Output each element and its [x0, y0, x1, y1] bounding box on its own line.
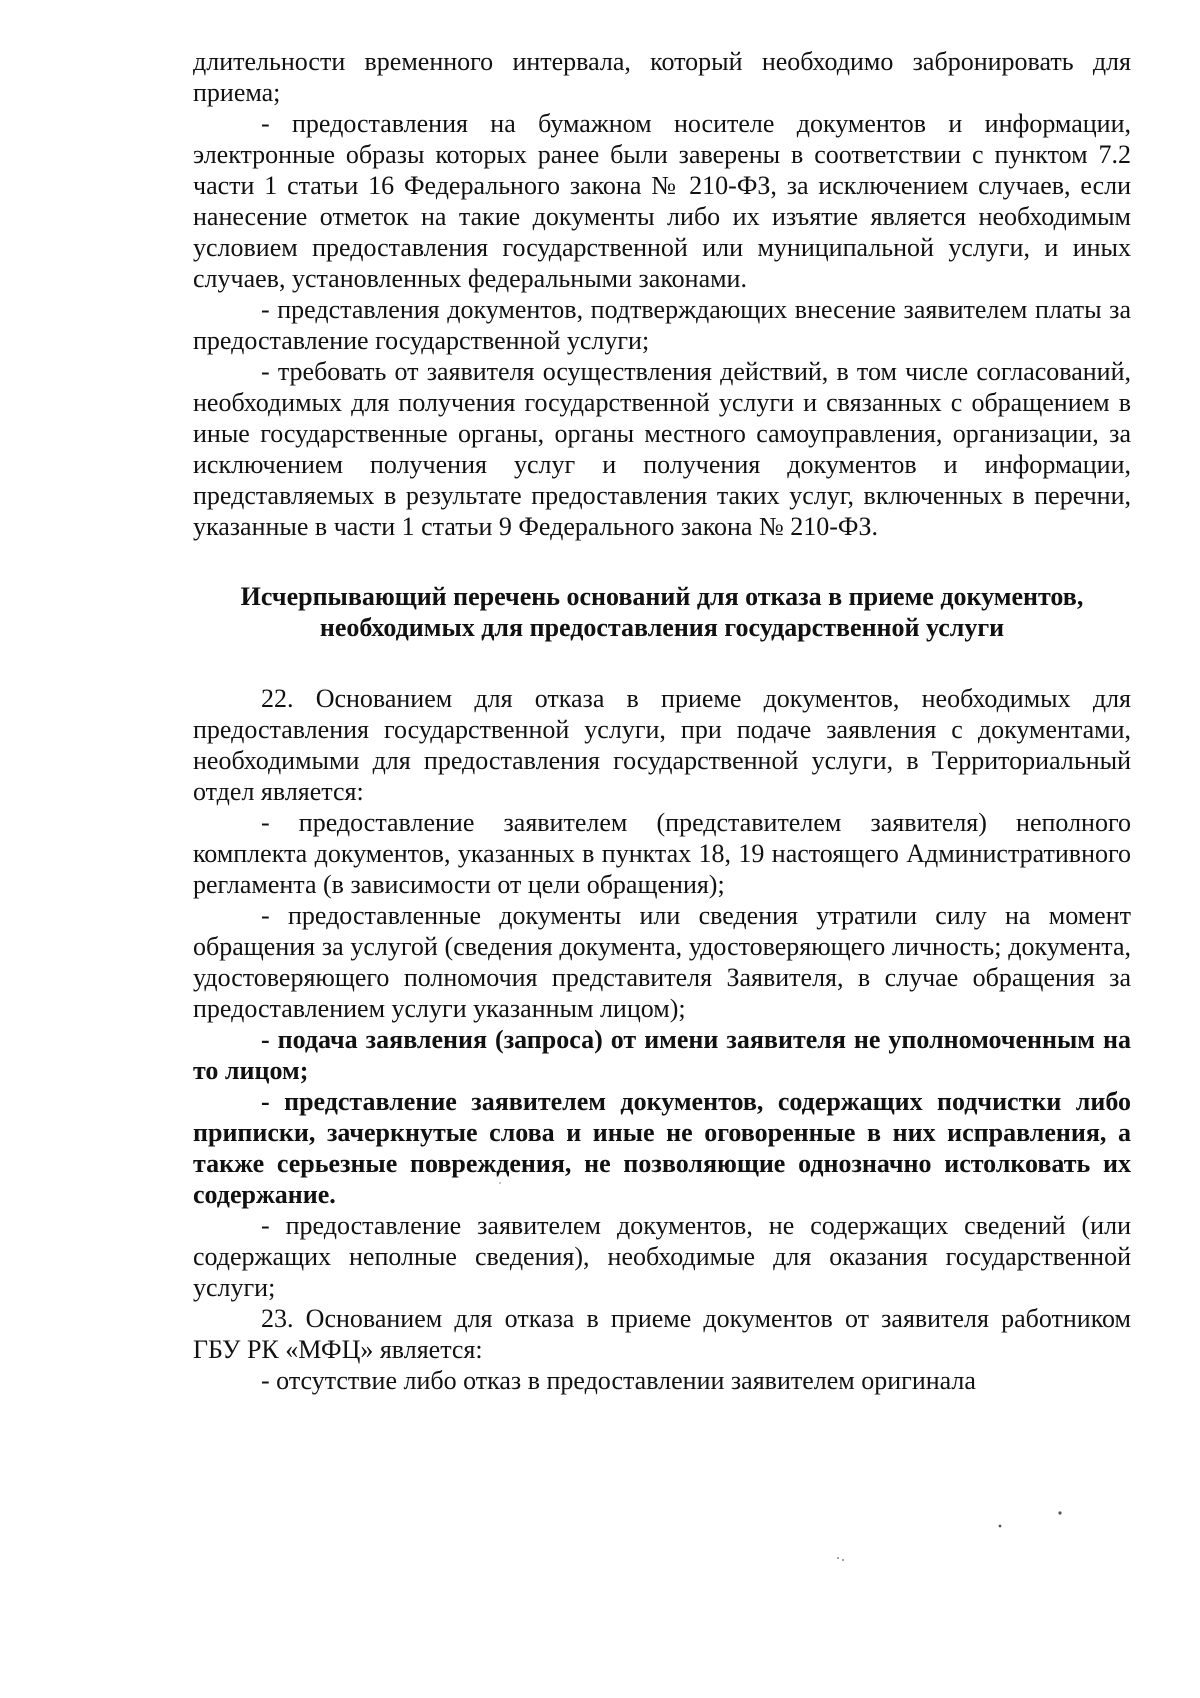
paragraph-require-actions: - требовать от заявителя осуществления действий, в том числе согласований, необходимых для получения государственной услуги и связанных с обращением в иные государственные органы, органы местного самоуправления, организации, за исключением получения услуг и получения документов и информации, представляемых в результате предоставления таких услуг, включенных в перечни, указанные в части 1 статьи 9 Федерального закона № 210-ФЗ.: [193, 357, 1131, 541]
clause-22-item-incomplete-info: - предоставление заявителем документов, не содержащих сведений (или содержащих неполные сведения), необходимые для оказания государственной услуги;: [193, 1211, 1131, 1302]
section-heading: Исчерпывающий перечень оснований для отказа в приеме документов, необходимых для предоставления государственной услуги: [240, 582, 1084, 642]
scan-speck: [1058, 1511, 1061, 1514]
clause-22-item-incomplete-set: - предоставление заявителем (представителем заявителя) неполного комплекта документов, указанных в пунктах 18, 19 настоящего Административного регламента (в зависимости от цели обращения);: [193, 808, 1131, 899]
clause-22-item-expired-documents: - предоставленные документы или сведения утратили силу на момент обращения за услугой (сведения документа, удостоверяющего личность; документа, удостоверяющего полномочия представителя Заявителя, в случае обращения за предоставлением услуги указанным лицом);: [193, 901, 1131, 1023]
clause-22-item-unauthorized-person: - подача заявления (запроса) от имени заявителя не уполномоченным на то лицом;: [193, 1025, 1131, 1085]
document-body: [193, 46, 1131, 1396]
scan-speck: [837, 1557, 839, 1559]
paragraph-paper-documents: - предоставления на бумажном носителе документов и информации, электронные образы которых ранее были заверены в соответствии с пунктом 7.2 части 1 статьи 16 Федерального закона № 210-ФЗ, за исключением случаев, если нанесение отметок на такие документы либо их изъятие является необходимым условием предоставления государственной или муниципальной услуги, и иных случаев, установленных федеральными законами.: [193, 109, 1131, 293]
paragraph-payment-documents: - представления документов, подтверждающих внесение заявителем платы за предоставление государственной услуги;: [193, 295, 1131, 355]
clause-22-intro: 22. Основанием для отказа в приеме документов, необходимых для предоставления государственной услуги, при подаче заявления с документами, необходимыми для предоставления государственной услуги, в Территориальный отдел является:: [193, 684, 1131, 806]
scan-speck: [999, 1525, 1002, 1528]
clause-23-intro: 23. Основанием для отказа в приеме документов от заявителя работником ГБУ РК «МФЦ» является:: [193, 1304, 1131, 1364]
paragraph-continuation: длительности временного интервала, который необходимо забронировать для приема;: [193, 47, 1131, 107]
scan-speck: [842, 1559, 844, 1561]
clause-22-item-corrected-documents: - представление заявителем документов, содержащих подчистки либо приписки, зачеркнутые слова и иные не оговоренные в них исправления, а также серьезные повреждения, не позволяющие однозначно истолковать их содержание.: [193, 1087, 1131, 1209]
clause-23-item-original-missing: - отсутствие либо отказ в предоставлении заявителем оригинала: [261, 1366, 976, 1395]
